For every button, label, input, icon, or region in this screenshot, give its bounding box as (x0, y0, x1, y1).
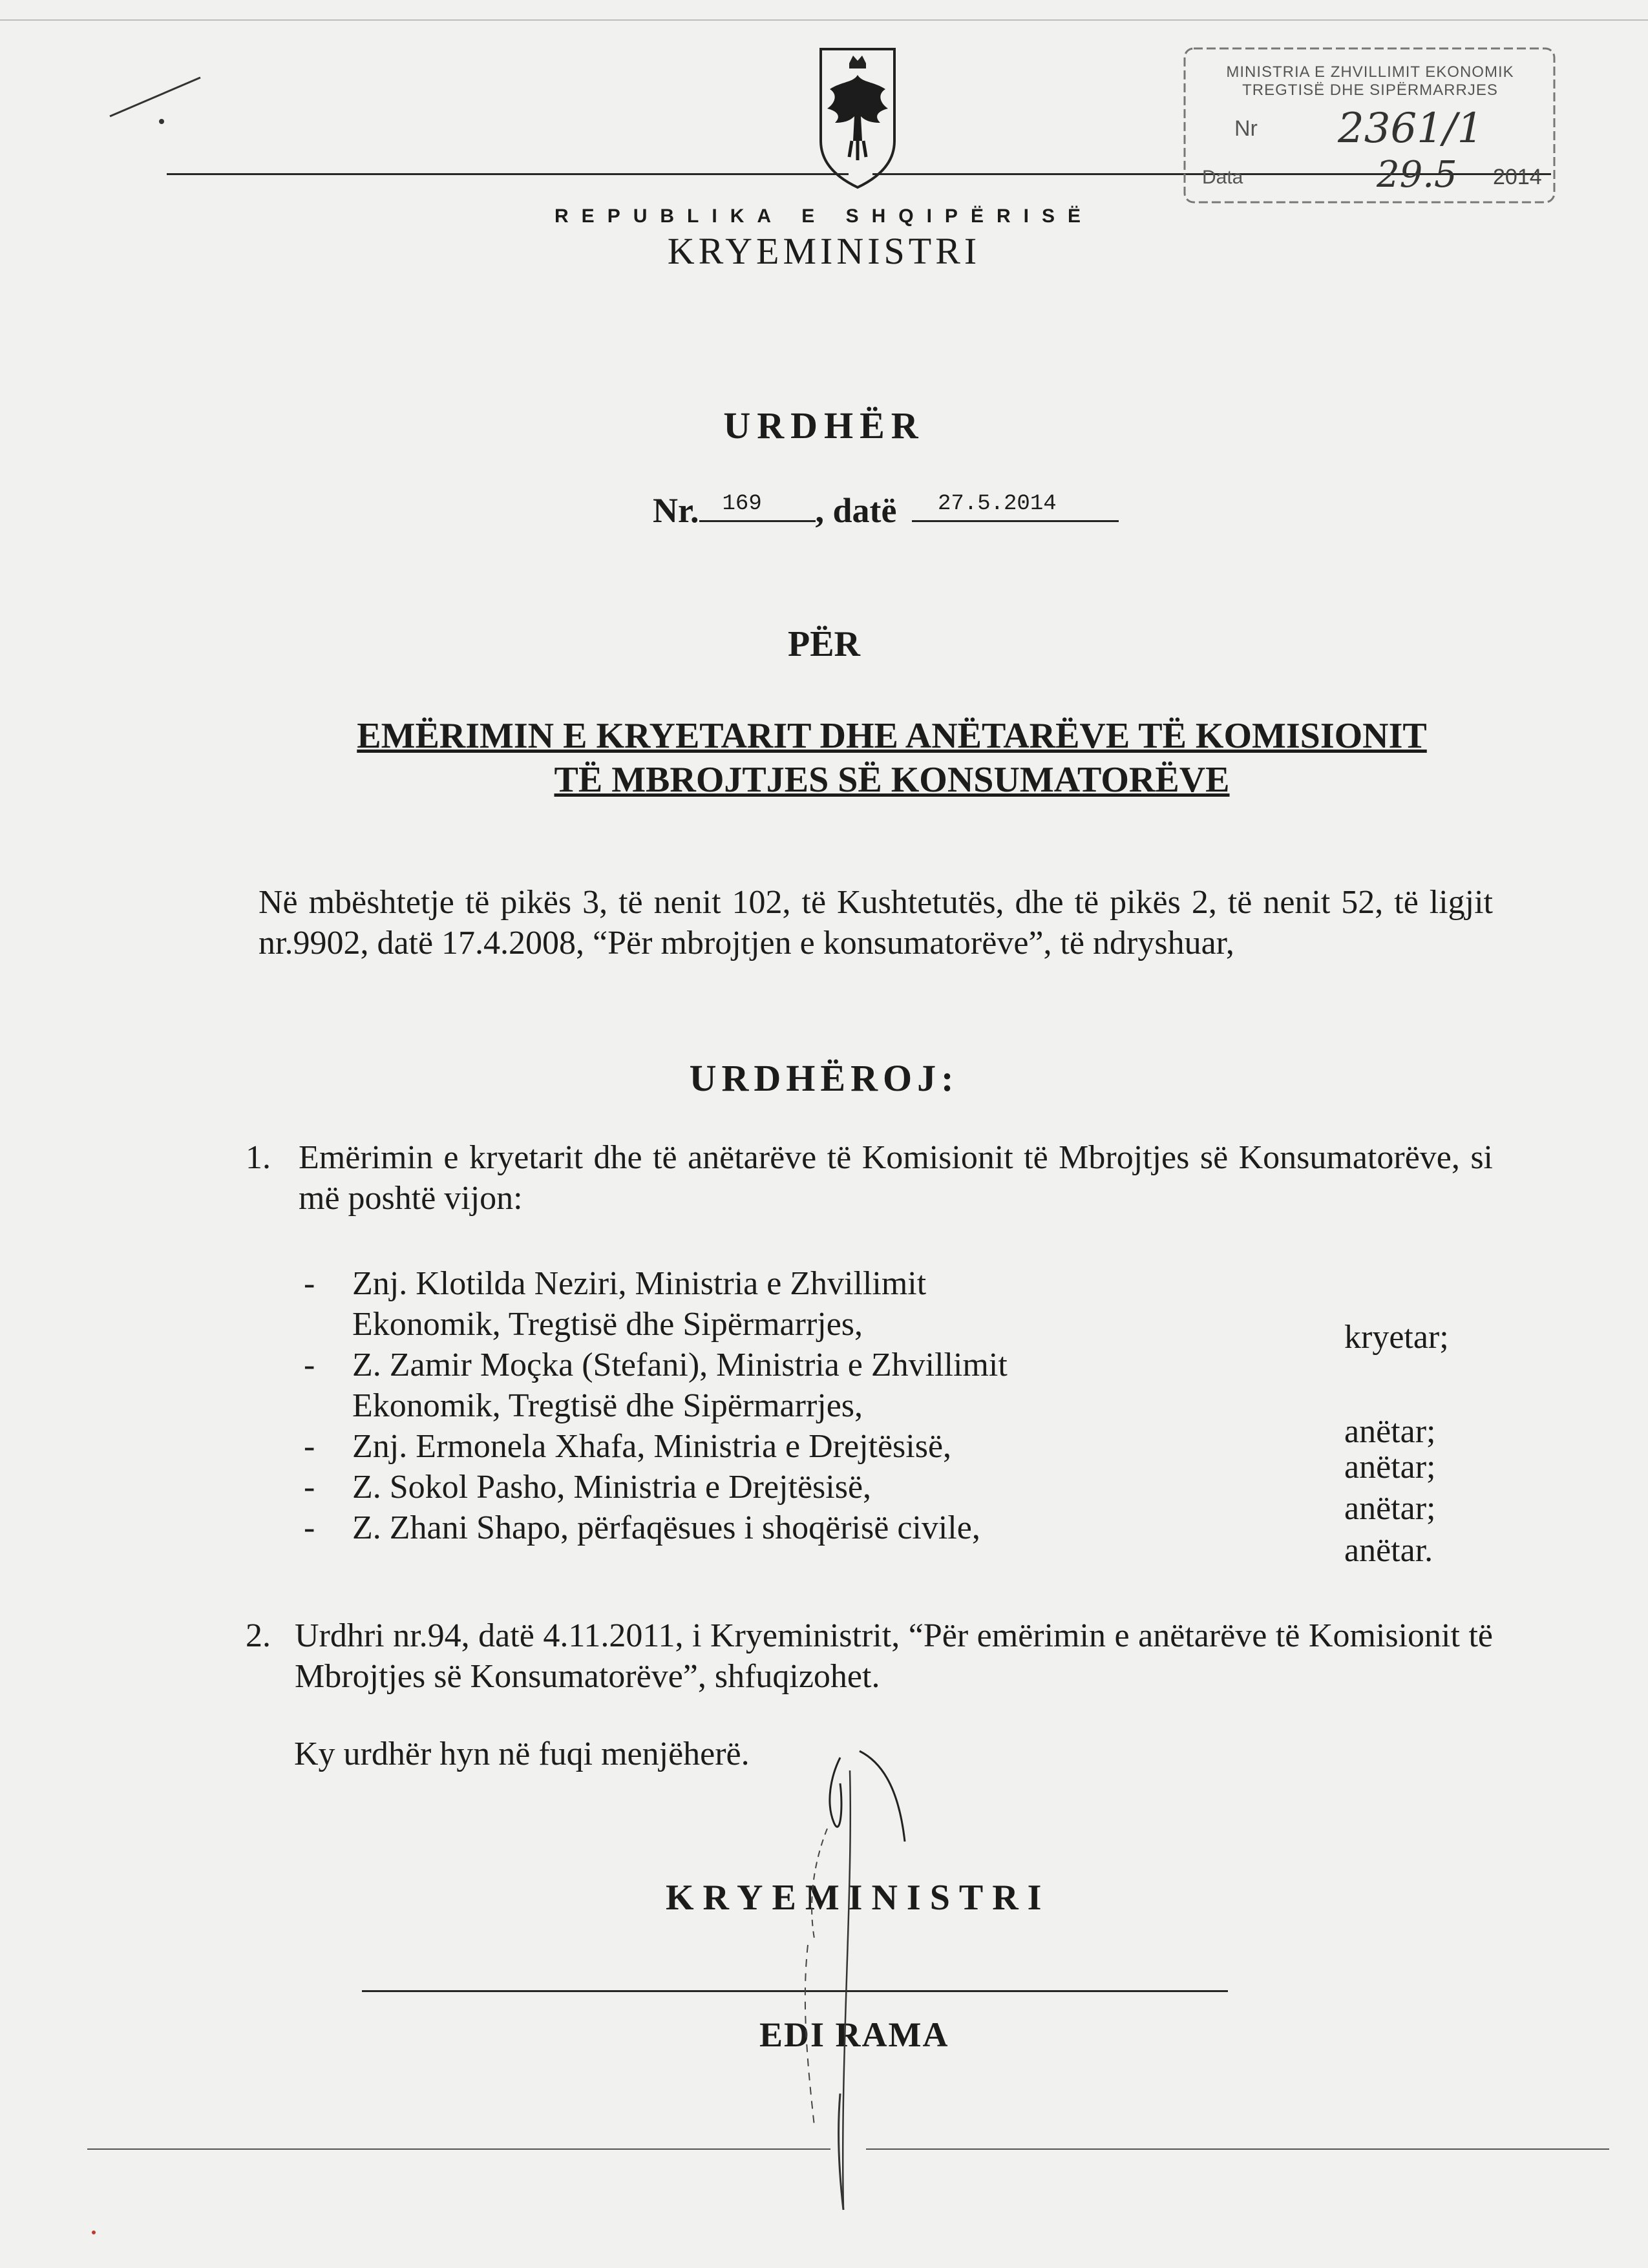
item-text: Urdhri nr.94, datë 4.11.2011, i Kryeministrit, “Për emërimin e anëtarëve të Komisionit të Mbrojtjes së Konsumatorëve”, shfuqizohet. (295, 1617, 1493, 1695)
stamp-date: 29.5 (1377, 154, 1457, 196)
document-number-line (653, 488, 1119, 530)
document-subject (304, 714, 1480, 802)
document-date: 27.5.2014 (938, 492, 1057, 516)
country-name: REPUBLIKA E SHQIPËRISË (555, 205, 1093, 227)
document-type: URDHËR (723, 404, 925, 446)
member-name: Znj. Klotilda Neziri, Ministria e Zhvillimit (352, 1265, 927, 1302)
member-affiliation: Ekonomik, Tregtisë dhe Sipërmarrjes, (352, 1387, 863, 1424)
member-name: Znj. Ermonela Xhafa, Ministria e Drejtësisë, (352, 1428, 952, 1465)
header-rule-left (167, 173, 849, 175)
legal-basis-paragraph: Në mbështetje të pikës 3, të nenit 102, të Kushtetutës, dhe të pikës 2, të nenit 52, të ligjit nr.9902, datë 17.4.2008, “Për mbrojtjen e konsumatorëve”, të ndryshuar, (259, 884, 1493, 961)
stamp-date-label: Data (1202, 167, 1243, 188)
order-item-2 (246, 1615, 1493, 1697)
issuing-office: KRYEMINISTRI (667, 230, 981, 272)
member-name: Z. Sokol Pasho, Ministria e Drejtësisë, (352, 1469, 872, 1506)
member-affiliation: Ekonomik, Tregtisë dhe Sipërmarrjes, (352, 1306, 863, 1343)
stamp-ministry-name: MINISTRIA E ZHVILLIMIT EKONOMIK TREGTISË DHE SIPËRMARRJES (1226, 63, 1514, 99)
item-text: Emërimin e kryetarit dhe të anëtarëve të Komisionit të Mbrojtjes së Konsumatorëve, si më poshtë vijon: (299, 1139, 1493, 1217)
date-field (912, 488, 1119, 522)
date-label: , datë (815, 491, 897, 530)
number-label: Nr. (653, 491, 699, 530)
stamp-number: 2361/1 (1338, 105, 1484, 152)
subject-line-1: EMËRIMIN E KRYETARIT DHE ANËTARËVE TË KOMISIONIT (357, 716, 1427, 756)
registration-stamp (1183, 45, 1558, 207)
order-item-1 (246, 1137, 1493, 1219)
signatory-title: KRYEMINISTRI (666, 1878, 1051, 1918)
per-heading: PËR (788, 624, 860, 664)
number-field (699, 488, 816, 522)
item-number: 2. (246, 1617, 271, 1654)
item-number: 1. (246, 1139, 271, 1176)
stamp-year: 2014 (1493, 165, 1542, 189)
member-role: anëtar; (1344, 1490, 1436, 1527)
member-role: anëtar; (1344, 1413, 1436, 1450)
red-ink-dot (92, 2231, 96, 2234)
effective-clause: Ky urdhër hyn në fuqi menjëherë. (294, 1736, 750, 1772)
document-number: 169 (722, 492, 762, 516)
coat-of-arms-emblem (816, 44, 900, 191)
stamp-number-label: Nr (1234, 116, 1258, 141)
top-edge-line (0, 19, 1648, 21)
footer-rule-right (866, 2148, 1609, 2150)
corner-pen-mark (103, 65, 220, 129)
member-name: Z. Zhani Shapo, përfaqësues i shoqërisë civile, (352, 1509, 980, 1546)
member-name: Z. Zamir Moçka (Stefani), Ministria e Zhvillimit (352, 1347, 1008, 1383)
member-role: anëtar; (1344, 1449, 1436, 1486)
ordering-heading: URDHËROJ: (689, 1057, 959, 1099)
member-role: kryetar; (1344, 1319, 1449, 1356)
subject-line-2: TË MBROJTJES SË KONSUMATORËVE (554, 760, 1230, 800)
footer-rule-left (87, 2148, 830, 2150)
signatory-name: EDI RAMA (759, 2015, 949, 2054)
member-role: anëtar. (1344, 1532, 1433, 1569)
